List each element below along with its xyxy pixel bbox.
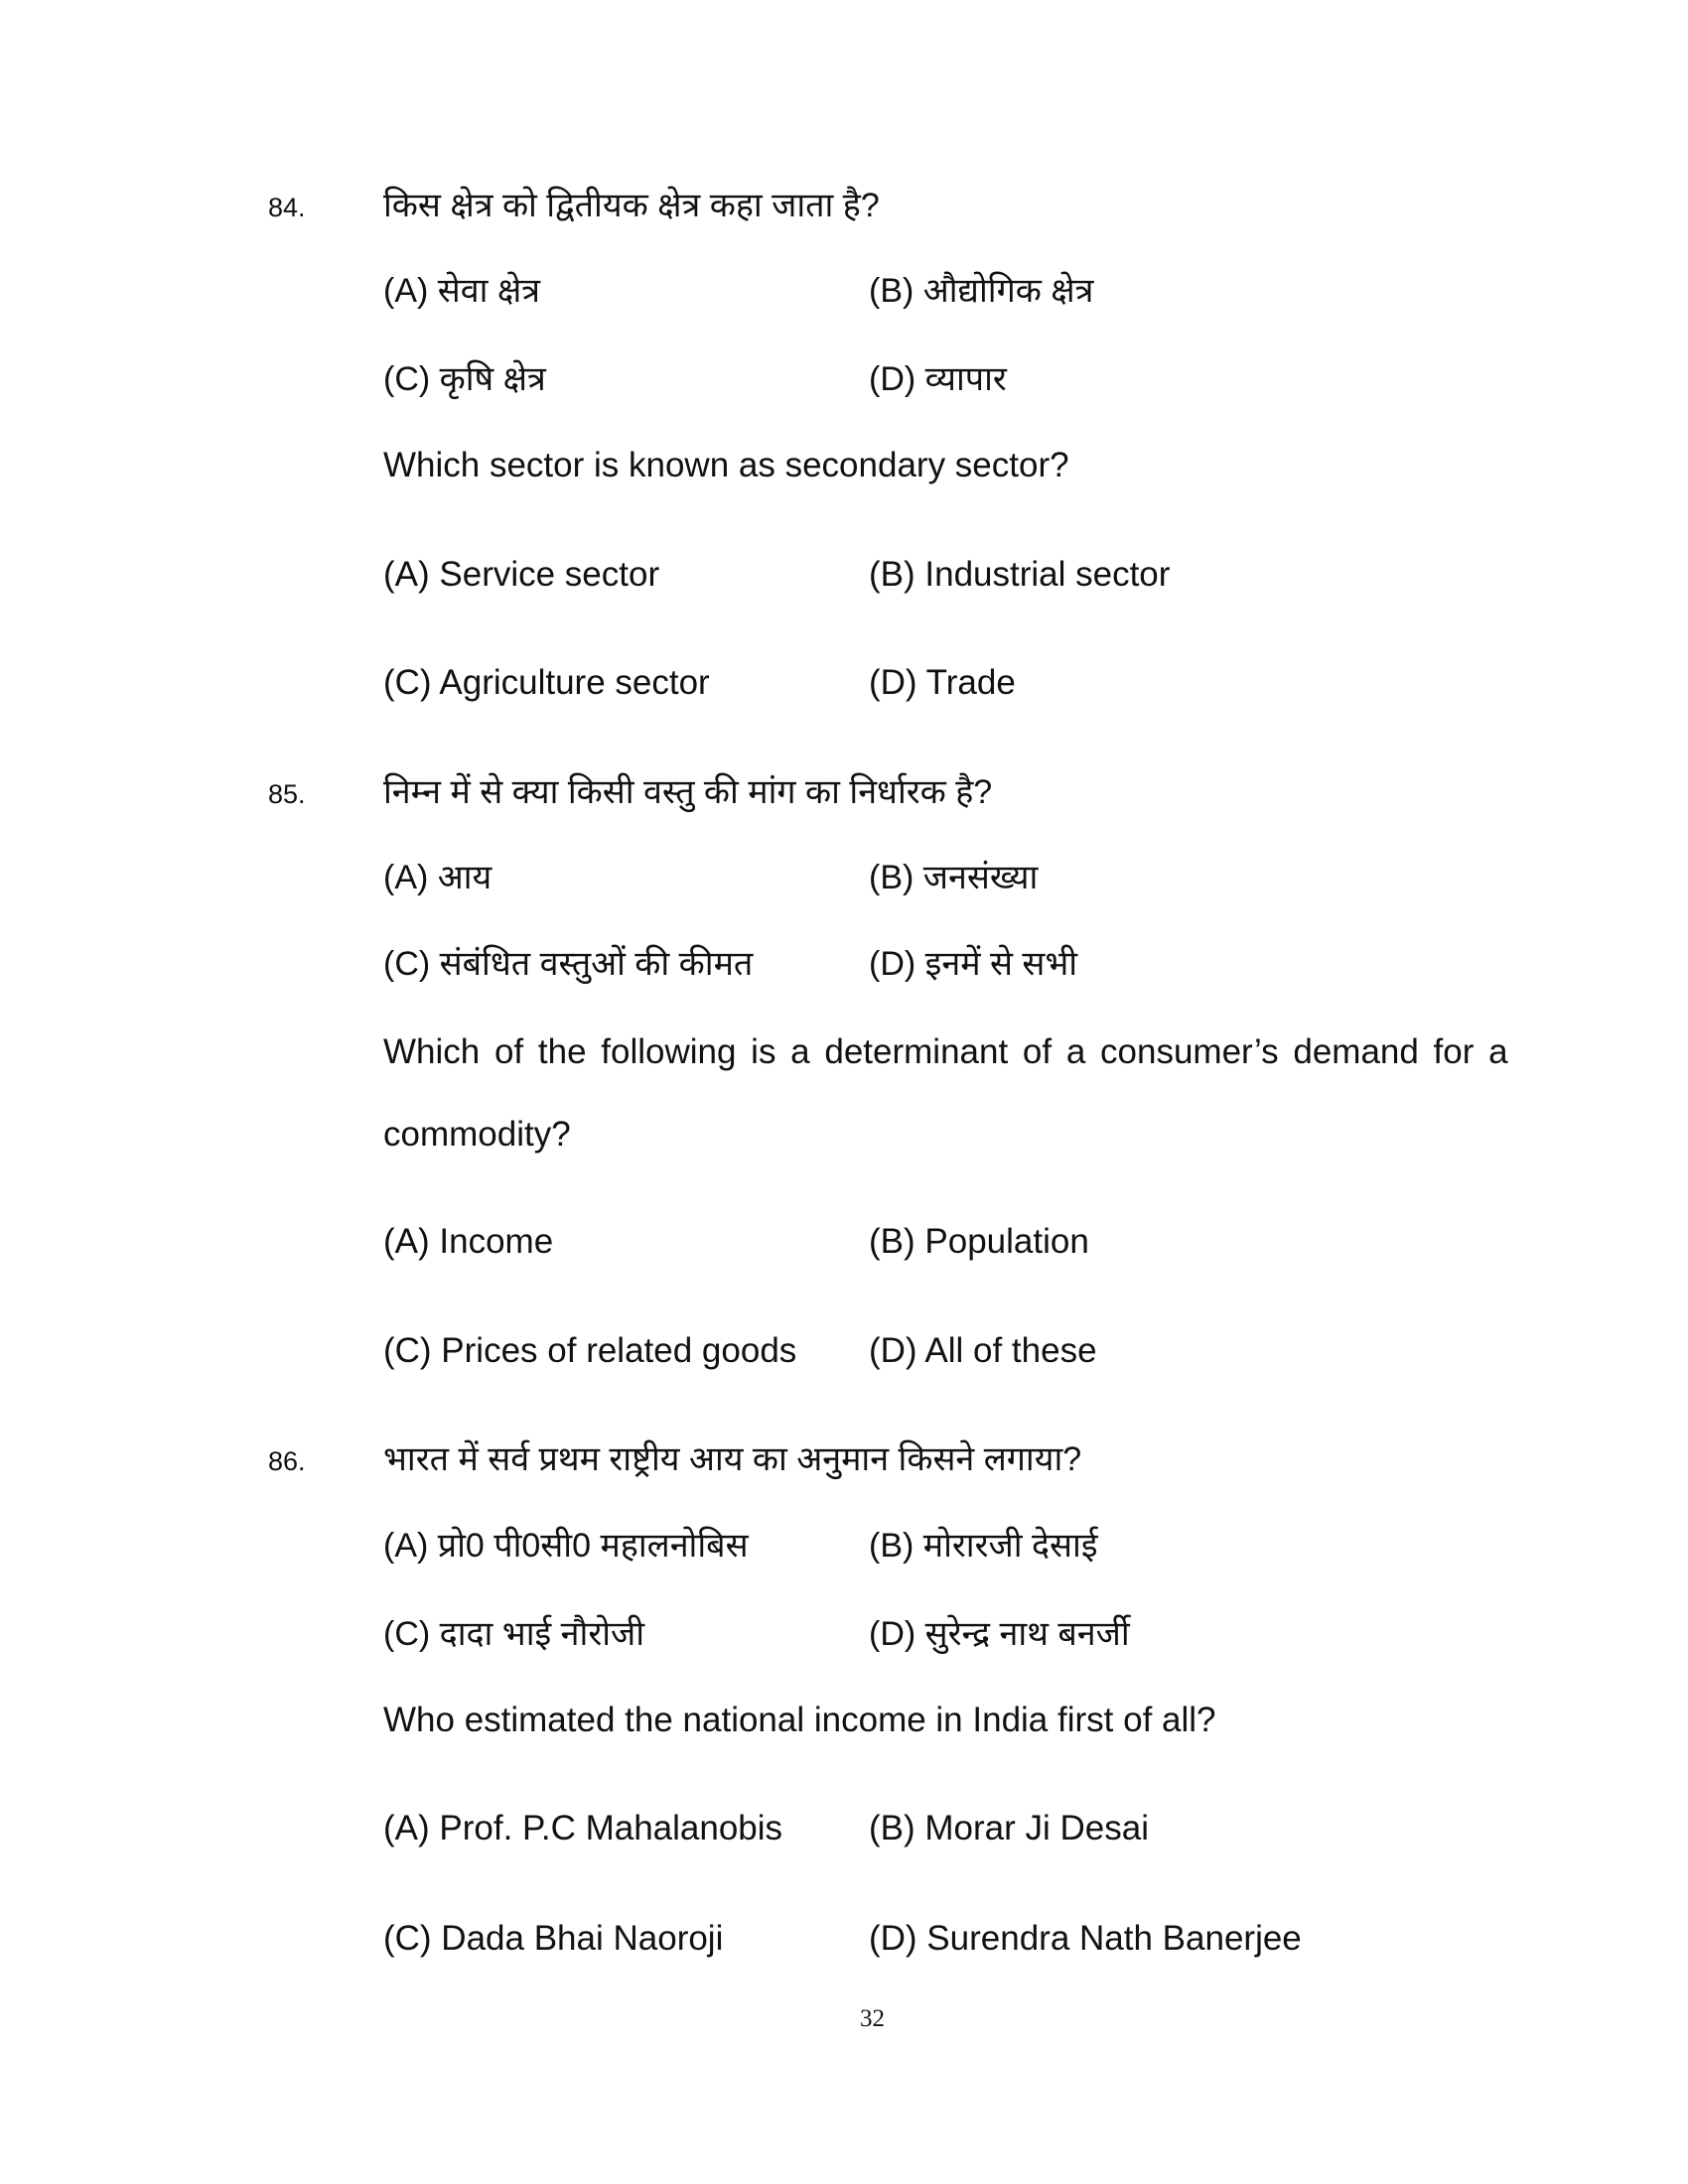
english-question: Which sector is known as secondary sector? (383, 446, 1069, 484)
english-option-a: (A) Service sector (383, 555, 660, 594)
hindi-option-d: (D) सुरेन्द्र नाथ बनर्जी (869, 1615, 1130, 1653)
hindi-option-a: (A) सेवा क्षेत्र (383, 272, 541, 310)
hindi-option-a: (A) प्रो0 पी0सी0 महालनोबिस (383, 1527, 749, 1565)
hindi-option-c: (C) दादा भाई नौरोजी (383, 1615, 645, 1653)
english-option-c: (C) Agriculture sector (383, 663, 710, 702)
question-number: 85. (268, 779, 306, 809)
english-option-c: (C) Prices of related goods (383, 1331, 797, 1370)
english-option-a: (A) Income (383, 1222, 554, 1261)
english-question-line1: Which of the following is a determinant of a consumer’s demand for a (383, 1032, 1508, 1071)
hindi-option-b: (B) मोरारजी देसाई (869, 1527, 1098, 1565)
hindi-option-b: (B) जनसंख्या (869, 859, 1039, 896)
hindi-option-c: (C) कृषि क्षेत्र (383, 360, 546, 398)
hindi-question: निम्न में से क्या किसी वस्तु की मांग का निर्धारक है? (383, 773, 993, 811)
question-number: 84. (268, 193, 306, 222)
english-option-b: (B) Population (869, 1222, 1089, 1261)
hindi-question: भारत में सर्व प्रथम राष्ट्रीय आय का अनुमान किसने लगाया? (383, 1440, 1082, 1478)
hindi-option-c: (C) संबंधित वस्तुओं की कीमत (383, 945, 754, 983)
english-option-d: (D) All of these (869, 1331, 1097, 1370)
english-option-a: (A) Prof. P.C Mahalanobis (383, 1809, 783, 1847)
hindi-option-a: (A) आय (383, 859, 492, 896)
english-option-c: (C) Dada Bhai Naoroji (383, 1919, 724, 1958)
hindi-question: किस क्षेत्र को द्वितीयक क्षेत्र कहा जाता है? (383, 187, 880, 224)
question-number: 86. (268, 1446, 306, 1476)
english-option-b: (B) Morar Ji Desai (869, 1809, 1149, 1847)
hindi-option-b: (B) औद्योगिक क्षेत्र (869, 272, 1094, 310)
english-question: Who estimated the national income in India first of all? (383, 1701, 1216, 1739)
page-number: 32 (860, 2005, 885, 2032)
english-option-d: (D) Trade (869, 663, 1016, 702)
english-option-d: (D) Surendra Nath Banerjee (869, 1919, 1302, 1958)
hindi-option-d: (D) व्यापार (869, 360, 1007, 398)
english-question-line2: commodity? (383, 1115, 571, 1154)
english-option-b: (B) Industrial sector (869, 555, 1171, 594)
hindi-option-d: (D) इनमें से सभी (869, 945, 1078, 983)
